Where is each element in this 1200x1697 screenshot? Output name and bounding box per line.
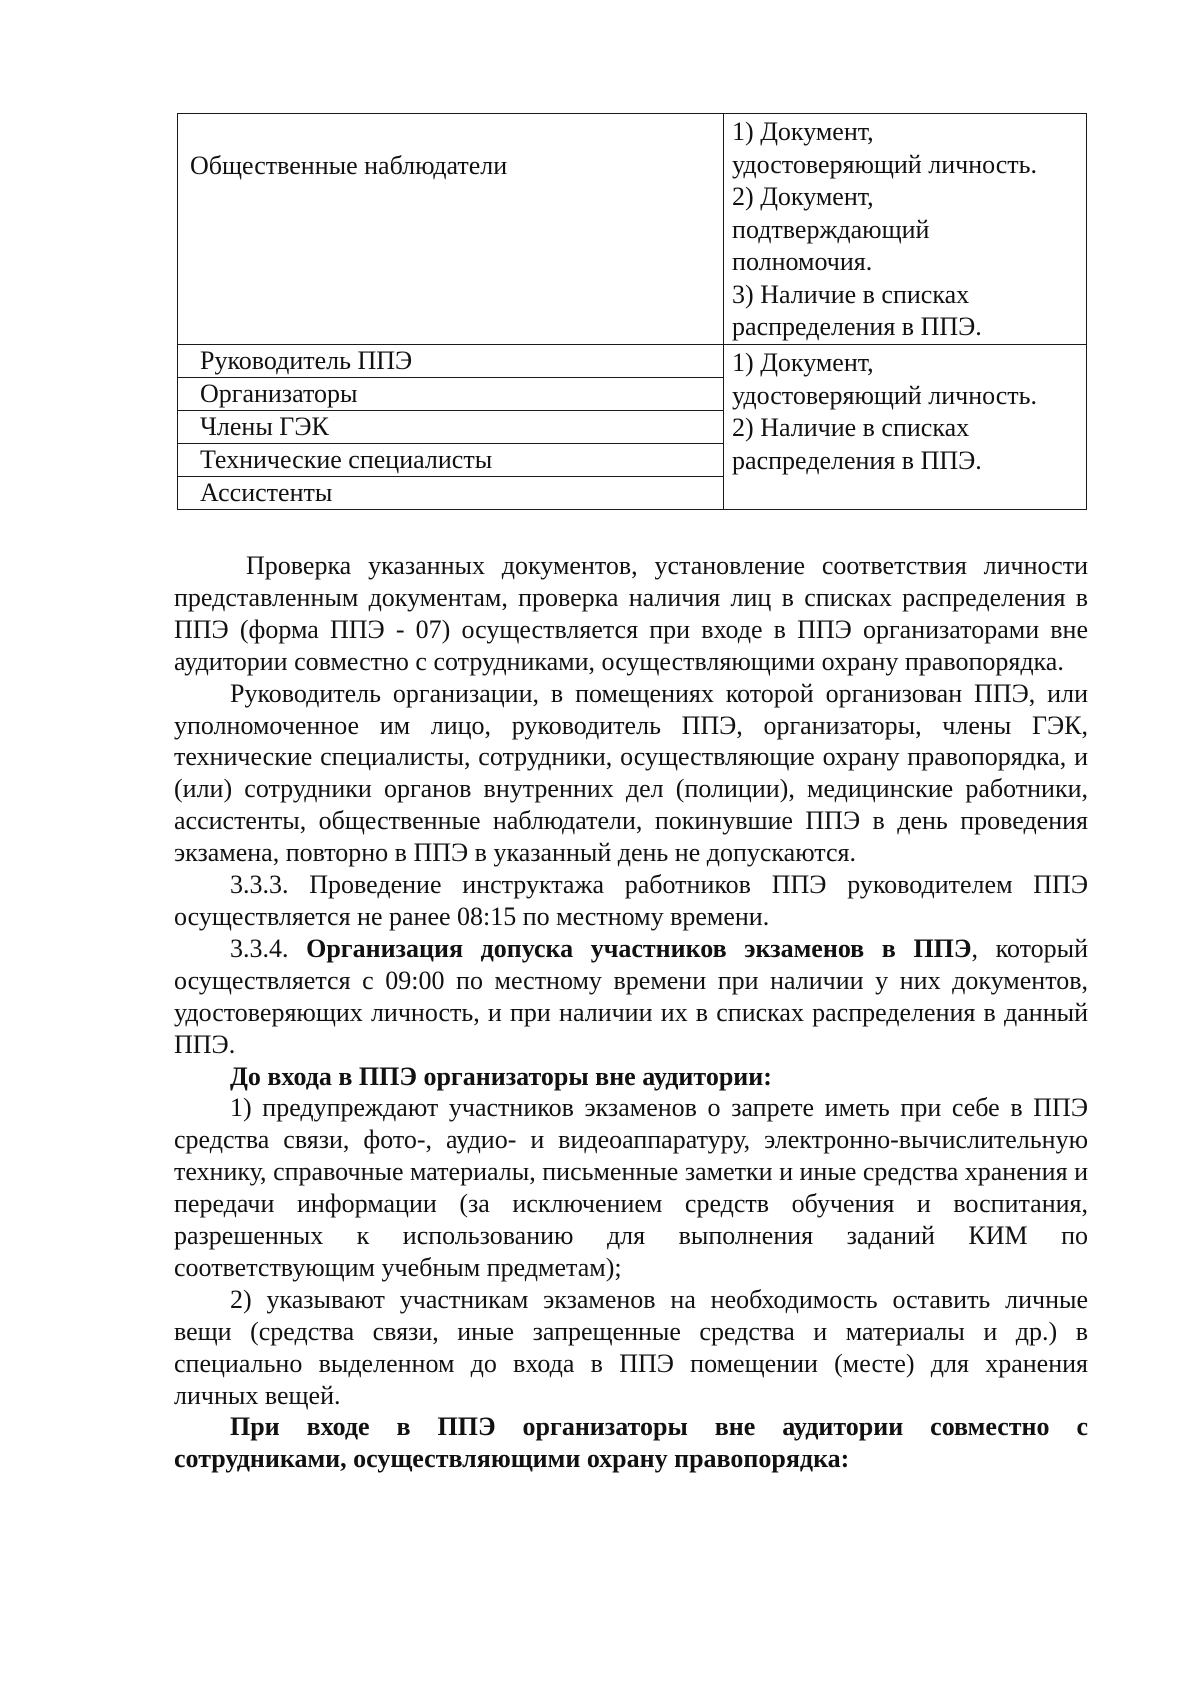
requirement-line: 2) Документ, [732, 182, 874, 211]
requirement-line: 3) Наличие в списках [732, 279, 970, 309]
list-item-1: 1) предупреждают участников экзаменов о запрете иметь при себе в ППЭ средства связи, фото-, аудио- и видеоаппаратуру, электронно-вычислительную технику, справочные материалы, письменные заметки и иные средства хранения и передачи информации (за исключением средств обучения и воспитания, разрешенных к использованию для выполнения заданий КИМ по соответствующим учебным предметам); [174, 1093, 1088, 1282]
requirements-table [177, 113, 1087, 510]
role-cell: Технические специалисты [178, 444, 724, 477]
table-row [178, 345, 1087, 378]
requirement-line: 1) Документ, [732, 117, 874, 146]
document-body [174, 550, 1088, 1475]
role-cell-observers [178, 114, 724, 345]
paragraph-3-3-3: 3.3.3. Проведение инструктажа работников ППЭ руководителем ППЭ осуществляется не ранее 08:15 по местному времени. [174, 870, 1088, 931]
heading-at-entry: При входе в ППЭ организаторы вне аудитории совместно с сотрудниками, осуществляющими охрану правопорядка: [174, 1412, 1088, 1474]
requirements-cell-staff [724, 345, 1087, 510]
table-row [178, 114, 1087, 345]
requirement-line: распределения в ППЭ. [732, 445, 982, 475]
requirement-line: удостоверяющий личность. [732, 149, 1038, 179]
role-cell: Руководитель ППЭ [178, 345, 724, 378]
requirement-line: удостоверяющий личность. [732, 380, 1038, 410]
requirement-line: 2) Наличие в списках [732, 413, 970, 442]
requirement-line: полномочия. [732, 247, 873, 276]
paragraph-readmission-rule: Руководитель организации, в помещениях которой организован ППЭ, или уполномоченное им лицо, руководитель ППЭ, организаторы, члены ГЭК, технические специалисты, сотрудники, осуществляющие охрану правопорядка, и (или) сотрудники органов внутренних дел (полиции), медицинские работники, ассистенты, общественные наблюдатели, покинувшие ППЭ в день проведения экзамена, повторно в ППЭ в указанный день не допускаются. [174, 678, 1088, 868]
paragraph-document-check: Проверка указанных документов, установление соответствия личности представленным документам, проверка наличия лиц в списках распределения в ППЭ (форма ППЭ - 07) осуществляется при входе в ППЭ организаторами вне аудитории совместно с сотрудниками, осуществляющими охрану правопорядка. [174, 551, 1088, 676]
section-text: , который осуществляется с 09:00 по местному времени при наличии у них документов, удостоверяющих личность, и при наличии их в списках распределения в данный ППЭ. [174, 933, 1089, 1059]
role-cell: Ассистенты [178, 477, 724, 510]
role-cell: Организаторы [178, 378, 724, 411]
heading-before-entry: До входа в ППЭ организаторы вне аудитории: [230, 1061, 772, 1091]
role-label: Общественные наблюдатели [190, 151, 508, 180]
requirements-cell-observers [724, 114, 1087, 345]
paragraph-3-3-4 [174, 933, 1088, 1061]
list-item-2: 2) указывают участникам экзаменов на необходимость оставить личные вещи (средства связи, иные запрещенные средства и материалы и др.) в специально выделенном до входа в ППЭ помещении (месте) для хранения личных вещей. [174, 1284, 1088, 1410]
section-number: 3.3.4. [230, 933, 307, 963]
requirement-line: распределения в ППЭ. [732, 312, 982, 341]
section-title: Организация допуска участников экзаменов в ППЭ [306, 933, 972, 963]
requirement-line: 1) Документ, [732, 348, 874, 377]
role-cell: Члены ГЭК [178, 411, 724, 444]
requirement-line: подтверждающий [732, 214, 930, 244]
